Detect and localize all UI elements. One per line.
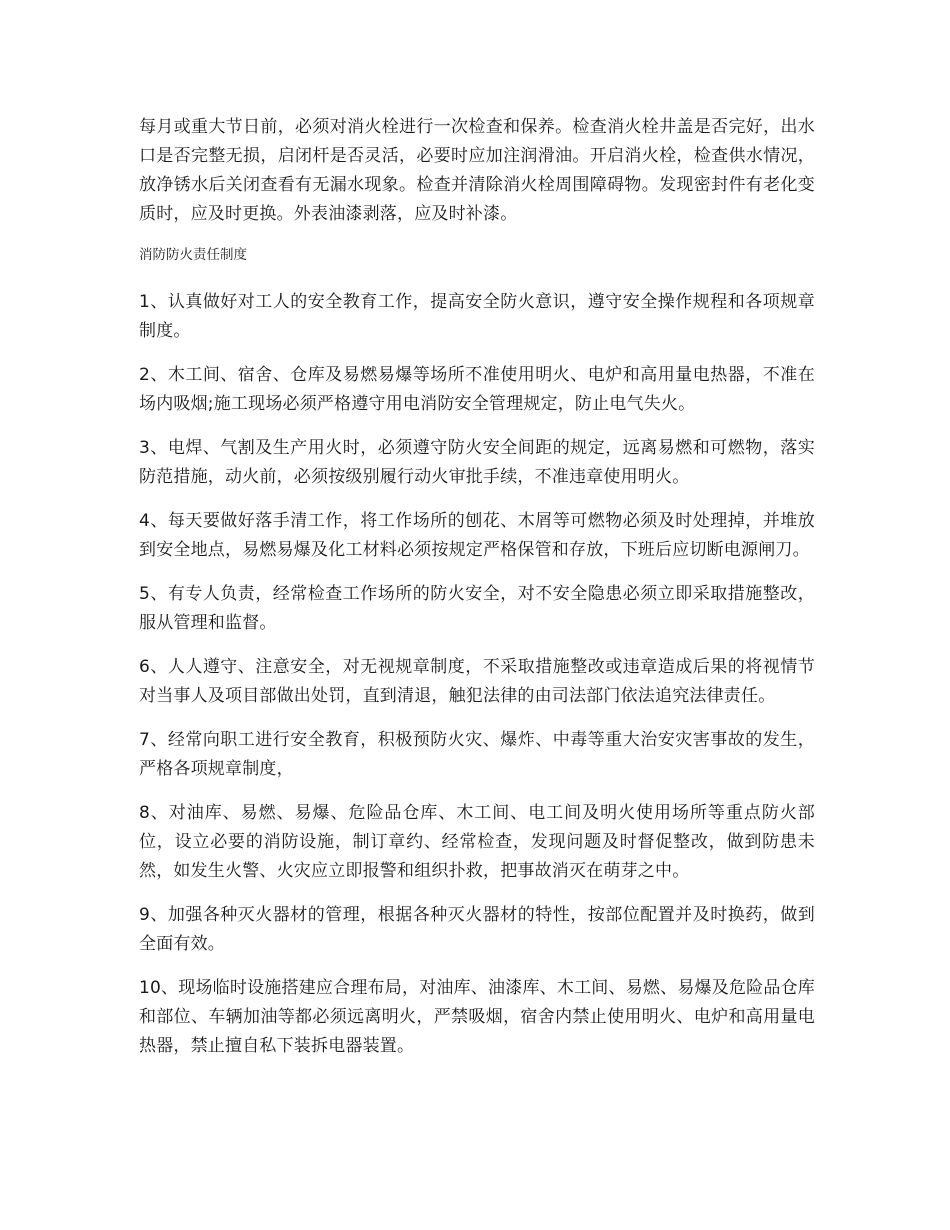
list-item-6: 6、人人遵守、注意安全，对无视规章制度，不采取措施整改或违章造成后果的将视情节对当事人及项目部做出处罚，直到清退，触犯法律的由司法部门依法追究法律责任。 xyxy=(139,657,815,706)
list-item-1: 1、认真做好对工人的安全教育工作，提高安全防火意识，遵守安全操作规程和各项规章制度。 xyxy=(139,292,815,341)
list-item-9: 9、加强各种灭火器材的管理，根据各种灭火器材的特性，按部位配置并及时换药，做到全面有效。 xyxy=(139,905,815,954)
list-item-2: 2、木工间、宿舍、仓库及易燃易爆等场所不准使用明火、电炉和高用量电热器，不准在场内吸烟;施工现场必须严格遵守用电消防安全管理规定，防止电气失火。 xyxy=(139,365,815,414)
document-page xyxy=(139,113,815,1076)
list-item-10: 10、现场临时设施搭建应合理布局，对油库、油漆库、木工间、易燃、易爆及危险品仓库和部位、车辆加油等都必须远离明火，严禁吸烟，宿舍内禁止使用明火、电炉和高用量电热器，禁止擅自私下装拆电器装置。 xyxy=(139,978,815,1056)
intro-paragraph: 每月或重大节日前，必须对消火栓进行一次检查和保养。检查消火栓井盖是否完好，出水口是否完整无损，启闭杆是否灵活，必要时应加注润滑油。开启消火栓，检查供水情况，放净锈水后关闭查看有无漏水现象。检查并清除消火栓周围障碍物。发现密封件有老化变质时，应及时更换。外表油漆剥落，应及时补漆。 xyxy=(139,117,815,224)
list-item-4: 4、每天要做好落手清工作，将工作场所的刨花、木屑等可燃物必须及时处理掉，并堆放到安全地点，易燃易爆及化工材料必须按规定严格保管和存放，下班后应切断电源闸刀。 xyxy=(139,511,815,560)
list-item-3: 3、电焊、气割及生产用火时，必须遵守防火安全间距的规定，远离易燃和可燃物，落实防范措施，动火前，必须按级别履行动火审批手续，不准违章使用明火。 xyxy=(139,438,815,487)
section-heading: 消防防火责任制度 xyxy=(139,247,247,263)
list-item-8: 8、对油库、易燃、易爆、危险品仓库、木工间、电工间及明火使用场所等重点防火部位，设立必要的消防设施，制订章约、经常检查，发现问题及时督促整改，做到防患未然，如发生火警、火灾应立即报警和组织扑救，把事故消灭在萌芽之中。 xyxy=(139,803,815,881)
list-item-7: 7、经常向职工进行安全教育，积极预防火灾、爆炸、中毒等重大治安灾害事故的发生，严格各项规章制度， xyxy=(139,730,815,779)
list-item-5: 5、有专人负责，经常检查工作场所的防火安全，对不安全隐患必须立即采取措施整改，服从管理和监督。 xyxy=(139,584,815,633)
